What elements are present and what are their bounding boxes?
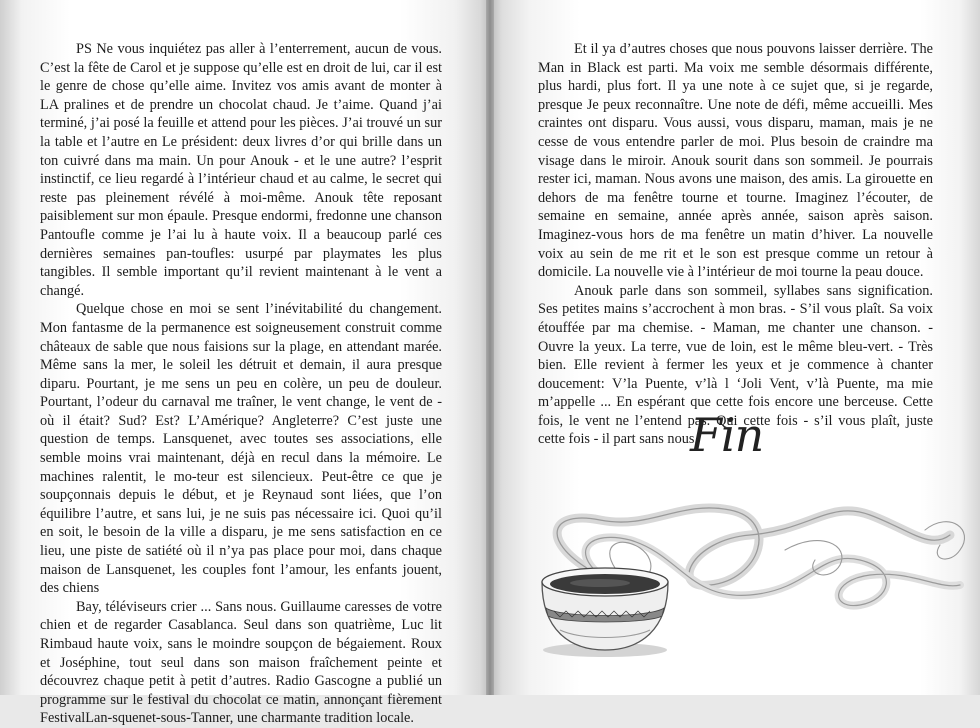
fin-heading: Fin — [690, 408, 764, 462]
right-paragraph-2: Anouk parle dans son sommeil, syllabes sans signification. Ses petites mains s’accrochent à mon bras. - S’il vous plaît. Sa voix étouffée par ma chemise. - Maman, me chanter une chanson. - Ouvre la yeux. La terre, vue de loin, est le même bleu-vert. - Très bien. Elle revient à fermer les yeux et je commence à chanter doucement: V’la Puente, v’là l ‘Joli Vent, v’là Puente, ma mie m’appelle ... En espérant que cette fois encore une berceuse. Cette fois, le vent ne l’entend pas. Qui cette fois - s’il vous plaît, juste cette fois - il part sans nous. — [538, 282, 933, 448]
right-page-text — [538, 40, 933, 449]
left-paragraph-2: Quelque chose en moi se sent l’inévitabilité du changement. Mon fantasme de la permanence est soigneusement construit comme châteaux de sable que nous faisions sur la plage, en attendant marée. Même sans la mer, le soleil les détruit et demain, il aura presque diparu. Pourtant, je me sens un peu en colère, un peu de douleur. Pourtant, l’odeur du carnaval me traîner, le vent change, le vent de - où il était? Sud? Est? L’Amérique? Angleterre? C’est juste une question de temps. Lansquenet, avec toutes ses associations, elle semble moins vrai maintenant, déjà en recul dans la mémoire. Le machines ralentit, le mo-teur est silencieux. Peut-être ce que je soupçonnais depuis le début, et je Reynaud sont liées, que l’on équilibre l’autre, et sans lui, je ne suis pas nécessaire ici. Quoi qu’il en soit, le besoin de la ville a disparu, je me sens satisfaction en ce lieu, une piste de satiété où il n’ya pas place pour moi, dans chaque maison de Lansquenet, les couples font l’amour, les enfants jouent, des chiens — [40, 301, 442, 597]
book-gutter — [486, 0, 494, 695]
chocolate-cup-with-swirling-steam-illustration — [530, 490, 980, 660]
left-paragraph-1: PS Ne vous inquiétez pas aller à l’enterrement, aucun de vous. C’est la fête de Carol et je suppose qu’elle est en droit de lui, car il est le genre de chose qu’elle aime. Invitez vos amis avant de monter à LA pralines et de prendre un chocolat chaud. Je t’aime. Quand j’ai terminé, j’ai posé la feuille et attend pour les pièces. J’ai trouvé un sur la table et l’autre en Le président: deux livres d’or qui brille dans un ton cuivré dans ma main. Un pour Anouk - et le une autre? l’esprit instinctif, ce lieu regardé à l’intérieur chaud et au calme, le secret qui reste pas pleinement révélé à moi-même. Anouk tête reposant paisiblement sur mon épaule. Presque endormi, fredonne une chanson Pantoufle comme je l’ai lu à haute voix. Il a beaucoup parlé ces dernières semaines pan-toufles: usurpé par playmates les plus tangibles. Il semble important qu’il revient maintenant à le vent a changé. — [40, 41, 442, 299]
left-paragraph-3: Bay, téléviseurs crier ... Sans nous. Guillaume caresses de votre chien et de regarder Casablanca. Seul dans son quatrième, Luc lit Rimbaud haute voix, sans le moindre soupçon de bégaiement. Roux et Joséphine, tout seul dans son maison fraîchement peinte et découvrez chaque petit à petit d’autres. Radio Gascogne a publié un programme sur le festival du chocolat ce matin, annonçant fièrement FestivalLan-squenet-sous-Tanner, une charmante tradition locale. — [40, 598, 442, 727]
right-paragraph-1: Et il ya d’autres choses que nous pouvons laisser derrière. The Man in Black est parti. Ma voix me semble désormais différente, plus hardi, plus fort. Il ya une note à ce sujet que, si je regarde, presque Je peux reconnaître. Une note de défi, même accueilli. Mes craintes ont disparu. Vous aussi, vous disparu, maman, mais je ne cesse de vous entendre parler de moi. Plus besoin de craindre ma visage dans le miroir. Anouk sourit dans son sommeil. Je pourrais rester ici, maman. Nous avons une maison, des amis. La girouette en dehors de ma fenêtre tourne et tourne. Imaginez l’écouter, de semaine en semaine, année après année, saison après saison. Imaginez-vous hors de ma fenêtre un matin d’hiver. La nouvelle voix au sein de me rit et le son est presque comme un retour à domicile. La nouvelle vie à l’intérieur de moi tourne la peau douce. — [538, 41, 933, 281]
left-page-text — [40, 40, 442, 728]
right-page — [490, 0, 980, 695]
left-page — [0, 0, 490, 727]
